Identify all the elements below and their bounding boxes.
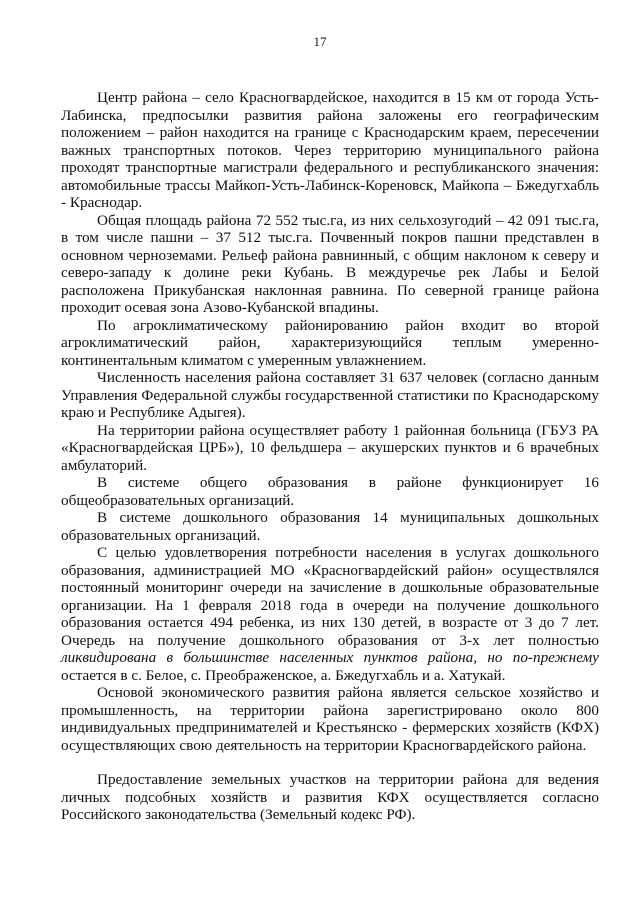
paragraph-area: Общая площадь района 72 552 тыс.га, из них сельхозугодий – 42 091 тыс.га, в том числе пашни – 37 512 тыс.га. Почвенный покров пашни представлен в основном черноземами. Рельеф района равнинный, с общим наклоном к северу и северо-западу к долине реки Кубань. В междуречье рек Лабы и Белой расположена Прикубанская наклонная равнина. По северной границе района проходит осевая зона Азово-Кубанской впадины. [61,211,599,316]
paragraph-economy: Основой экономического развития района является сельское хозяйство и промышленность, на территории района зарегистрировано около 800 индивидуальных предпринимателей и Крестьянско - фермерских хозяйств (КФХ) осуществляющих свою деятельность на территории Красногвардейского района. [61,684,599,754]
paragraph-healthcare: На территории района осуществляет работу 1 районная больница (ГБУЗ РА «Красногвардейская ЦРБ»), 10 фельдшера – акушерских пунктов и 6 врачебных амбулаторий. [61,421,599,474]
queue-text-italic: ликвидирована в большинстве населенных пунктов района, но по-прежнему [61,649,599,666]
queue-text-end: остается в с. Белое, с. Преображенское, а. Бжедугхабль и а. Хатукай. [61,666,506,684]
document-body [61,89,599,824]
paragraph-land-plots: Предоставление земельных участков на территории района для ведения личных подсобных хозяйств и развития КФХ осуществляется согласно Российского законодательства (Земельный кодекс РФ). [61,771,599,823]
queue-text-start: С целью удовлетворения потребности населения в услугах дошкольного образования, администрацией МО «Красногвардейский район» осуществлялся постоянный мониторинг очереди на зачисление в дошкольные образовательные организации. На 1 февраля 2018 года в очереди на получение дошкольного образования остается 494 ребенка, из них 130 детей, в возрасте от 3 до 7 лет. Очередь на получение дошкольного образования от 3-х лет полностью [61,544,599,649]
paragraph-agroclimate: По агроклиматическому районированию район входит во второй агроклиматический район, характеризующийся теплым умеренно-континентальным климатом с умеренным увлажнением. [61,316,599,369]
page-number: 17 [313,34,327,49]
paragraph-preschool-queue [61,544,599,684]
paragraph-preschool-education: В системе дошкольного образования 14 муниципальных дошкольных образовательных организаций. [61,509,599,544]
paragraph-general-education: В системе общего образования в районе функционирует 16 общеобразовательных организаций. [61,474,599,509]
paragraph-population: Численность населения района составляет 31 637 человек (согласно данным Управления Федеральной службы государственной статистики по Краснодарскому краю и Республике Адыгея). [61,369,599,421]
paragraph-district-center: Центр района – село Красногвардейское, находится в 15 км от города Усть-Лабинска, предпосылки развития района заложены его географическим положением – район находится на границе с Краснодарским краем, пересечении важных транспортных потоков. Через территорию муниципального района проходят транспортные магистрали федерального и республиканского значения: автомобильные трассы Майкоп-Усть-Лабинск-Кореновск, Майкопа – Бжедугхабль - Краснодар. [61,89,599,211]
